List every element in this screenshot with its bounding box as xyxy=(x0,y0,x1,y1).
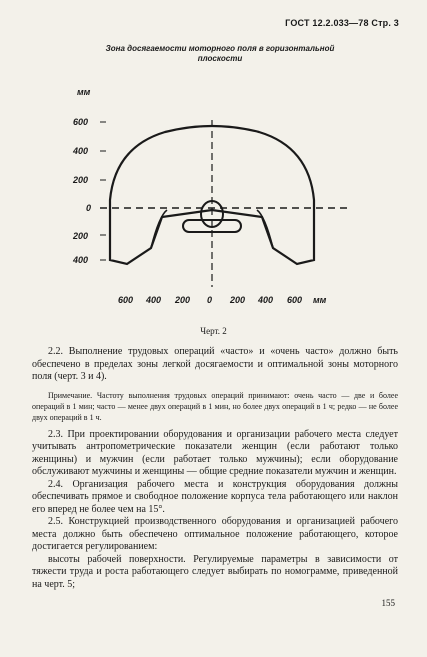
body-text xyxy=(32,346,398,591)
x-tick: 0 xyxy=(207,295,213,305)
x-tick: 400 xyxy=(258,295,274,305)
x-tick: 200 xyxy=(175,295,191,305)
y-tick: 600 xyxy=(73,117,89,127)
x-tick: 600 xyxy=(118,295,134,305)
x-tick: 400 xyxy=(146,295,162,305)
figure-caption: Черт. 2 xyxy=(200,326,227,336)
x-tick: 600 xyxy=(287,295,303,305)
page-header: ГОСТ 12.2.033—78 Стр. 3 xyxy=(285,18,399,28)
paragraph-2-5: 2.5. Конструкцией производственного оборудования и организацией рабочего места должно быть обеспечено оптимальное положение работающего, которое достигается регулированием: xyxy=(32,516,398,552)
y-tick: 0 xyxy=(86,203,92,213)
note: Примечание. Частоту выполнения трудовых операций принимают: очень часто — две и более операций в 1 мин; часто — менее двух операций в 1 мин, но более двух операций в 1 ч; редко — не более двух операций в 1 ч. xyxy=(32,390,398,422)
x-tick: 200 xyxy=(230,295,246,305)
paragraph-2-2: 2.2. Выполнение трудовых операций «часто» и «очень часто» должно быть обеспечено в пределах зоны легкой досягаемости и оптимальной зоны моторного поля (черт. 3 и 4). xyxy=(32,346,398,382)
figure-title-line2: плоскости xyxy=(197,54,243,63)
paragraph-2-3: 2.3. При проектировании оборудования и организации рабочего места следует учитывать антропометрические показатели женщин (если работают только женщины) и мужчин (если работает только мужчины); если оборудование обслуживают мужчины и женщины — общие средние показатели мужчин и женщин. xyxy=(32,428,398,477)
y-tick: 400 xyxy=(73,255,89,265)
x-unit-label: мм xyxy=(313,295,327,305)
y-tick: 400 xyxy=(73,146,89,156)
reach-zone-diagram xyxy=(55,82,355,317)
page-number: 155 xyxy=(381,598,395,608)
figure-title-line1: Зона досягаемости моторного поля в горизонтальной xyxy=(105,44,335,53)
y-tick: 200 xyxy=(73,175,89,185)
y-unit-label: мм xyxy=(77,87,91,97)
paragraph-height: высоты рабочей поверхности. Регулируемые параметры в зависимости от тяжести труда и роста работающего следует выбирать по номограмме, приведенной на черт. 5; xyxy=(32,553,398,590)
paragraph-2-4: 2.4. Организация рабочего места и конструкция оборудования должны обеспечивать прямое и свободное положение корпуса тела работающего или наклон его вперед не более чем на 15°. xyxy=(32,478,398,515)
figure-title xyxy=(40,44,400,64)
y-tick: 200 xyxy=(73,231,89,241)
